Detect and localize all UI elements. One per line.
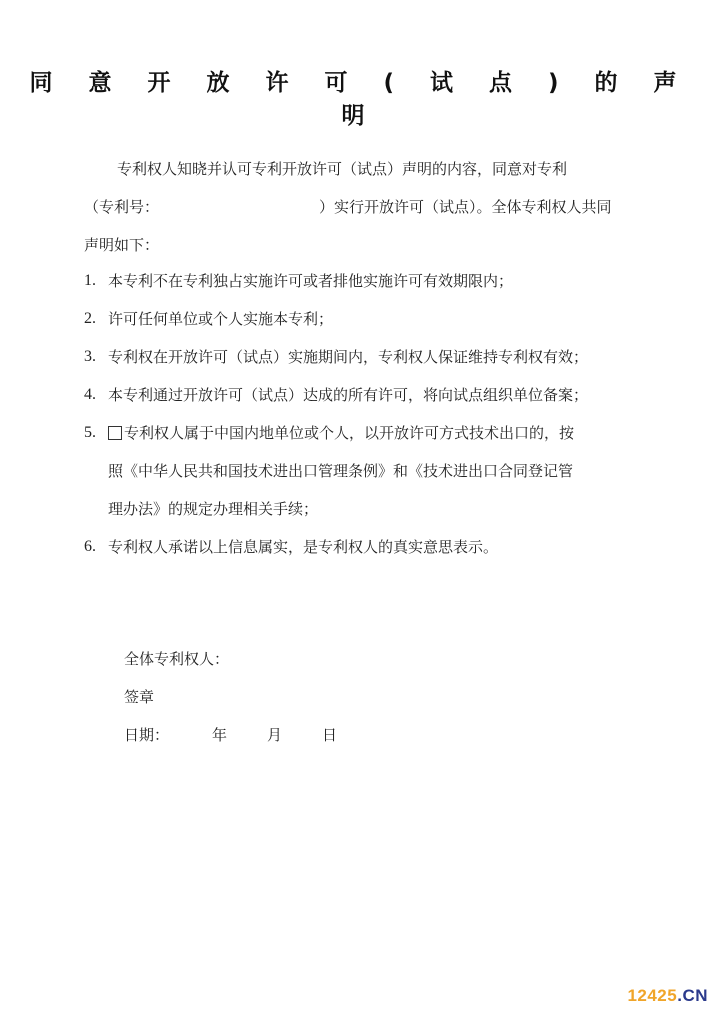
patent-number-label: （专利号： xyxy=(84,198,160,216)
list-item xyxy=(84,376,684,414)
declaration-list xyxy=(84,262,684,566)
item-text: 本专利不在专利独占实施许可或者排他实施许可有效期限内； xyxy=(108,272,514,290)
watermark-number: 12425 xyxy=(627,986,678,1005)
item-number: 6. xyxy=(84,538,96,555)
list-item xyxy=(84,262,684,300)
item-text xyxy=(108,414,684,528)
intro-paragraph xyxy=(84,150,674,264)
document-title: 同 意 开 放 许 可 ( 试 点 ) 的 声 明 xyxy=(29,70,691,129)
site-watermark xyxy=(627,986,708,1006)
item-number: 2. xyxy=(84,310,96,327)
item-number: 1. xyxy=(84,272,96,289)
item-text: 许可任何单位或个人实施本专利； xyxy=(108,310,334,328)
item-number: 5. xyxy=(84,424,96,441)
date-row xyxy=(124,716,337,754)
intro-line-2 xyxy=(84,188,674,226)
list-item xyxy=(84,528,684,566)
signature-block xyxy=(124,640,337,754)
item-text: 专利权在开放许可（试点）实施期间内，专利权人保证维持专利权有效； xyxy=(108,348,589,366)
list-item xyxy=(84,414,684,528)
month-label: 月 xyxy=(267,726,283,744)
list-item xyxy=(84,338,684,376)
year-label: 年 xyxy=(212,726,228,744)
intro-line-3: 声明如下： xyxy=(84,236,160,254)
item-5-line-3: 理办法》的规定办理相关手续； xyxy=(108,500,319,518)
item-5-line-1: 专利权人属于中国内地单位或个人，以开放许可方式技术出口的，按 xyxy=(124,424,575,442)
item-text: 本专利通过开放许可（试点）达成的所有许可，将向试点组织单位备案； xyxy=(108,386,589,404)
list-item xyxy=(84,300,684,338)
seal-label: 签章 xyxy=(124,688,155,706)
holders-label: 全体专利权人： xyxy=(124,650,230,668)
item-number: 4. xyxy=(84,386,96,403)
day-label: 日 xyxy=(322,726,338,744)
item-number: 3. xyxy=(84,348,96,365)
date-label: 日期： xyxy=(124,726,170,744)
item-text: 专利权人承诺以上信息属实，是专利权人的真实意思表示。 xyxy=(108,538,499,556)
intro-line-1: 专利权人知晓并认可专利开放许可（试点）声明的内容，同意对专利 xyxy=(117,160,568,178)
item-5-line-2: 照《中华人民共和国技术进出口管理条例》和《技术进出口合同登记管 xyxy=(108,462,574,480)
mainland-checkbox[interactable] xyxy=(108,426,122,440)
intro-line-2-rest: ）实行开放许可（试点）。全体专利权人共同 xyxy=(319,198,612,216)
watermark-suffix: .CN xyxy=(677,986,708,1005)
